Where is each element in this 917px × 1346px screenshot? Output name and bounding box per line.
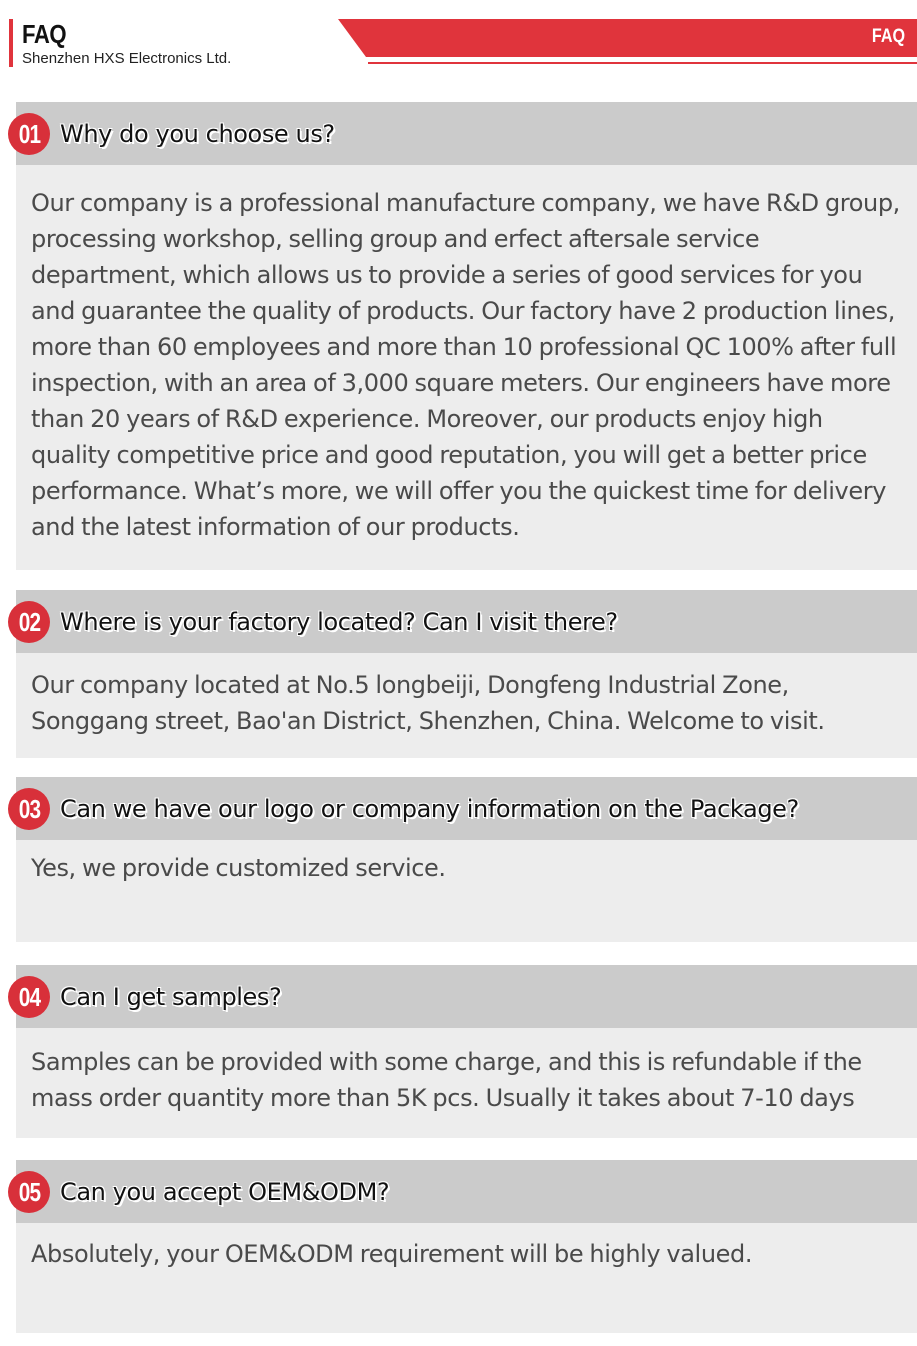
faq-question-bar — [16, 777, 917, 840]
faq-answer: Samples can be provided with some charge, and this is refundable if the mass order quantity more than 5K pcs. Usually it takes about 7-10 days — [31, 1048, 862, 1112]
faq-answer: Our company located at No.5 longbeiji, Dongfeng Industrial Zone, Songgang street, Bao'an District, Shenzhen, China. Welcome to visit. — [31, 671, 825, 735]
faq-number-badge — [8, 601, 50, 643]
faq-question-bar — [16, 1160, 917, 1223]
faq-question-bar — [16, 590, 917, 653]
faq-item-5 — [16, 1160, 917, 1333]
faq-item-3 — [16, 777, 917, 942]
header-ribbon — [0, 0, 917, 80]
faq-number-badge — [8, 113, 50, 155]
faq-answer: Absolutely, your OEM&ODM requirement will be highly valued. — [31, 1240, 753, 1268]
faq-question: Where is your factory located? Can I visit there? — [60, 607, 618, 636]
faq-question: Can you accept OEM&ODM? — [60, 1177, 390, 1206]
company-name: Shenzhen HXS Electronics Ltd. — [22, 50, 232, 67]
faq-number: 01 — [18, 118, 40, 149]
faq-question: Can I get samples? — [60, 982, 282, 1011]
faq-question-bar — [16, 965, 917, 1028]
faq-answer: Yes, we provide customized service. — [31, 854, 446, 882]
faq-answer: Our company is a professional manufacture company, we have R&D group, processing workshop, selling group and erfect aftersale service department, which allows us to provide a series of good services for you and guarantee the quality of products. Our factory have 2 production lines, more than 60 employees and more than 10 professional QC 100% after full inspection, with an area of 3,000 square meters. Our engineers have more than 20 years of R&D experience. Moreover, our products enjoy high quality competitive price and good reputation, you will get a better price performance. What’s more, we will offer you the quickest time for delivery and the latest information of our products. — [31, 189, 900, 541]
faq-item-2 — [16, 590, 917, 758]
faq-number: 02 — [18, 606, 40, 637]
faq-number-badge — [8, 788, 50, 830]
faq-item-4 — [16, 965, 917, 1138]
faq-question-bar — [16, 102, 917, 165]
ribbon-label: FAQ — [871, 26, 905, 47]
page-title: FAQ — [22, 19, 67, 49]
faq-question: Why do you choose us? — [60, 119, 335, 148]
faq-number-badge — [8, 976, 50, 1018]
faq-question: Can we have our logo or company information on the Package? — [60, 794, 799, 823]
faq-number-badge — [8, 1171, 50, 1213]
faq-number: 03 — [18, 793, 40, 824]
faq-item-1 — [16, 102, 917, 570]
header-accent-bar — [9, 19, 13, 67]
faq-number: 04 — [18, 981, 40, 1012]
faq-number: 05 — [18, 1176, 40, 1207]
